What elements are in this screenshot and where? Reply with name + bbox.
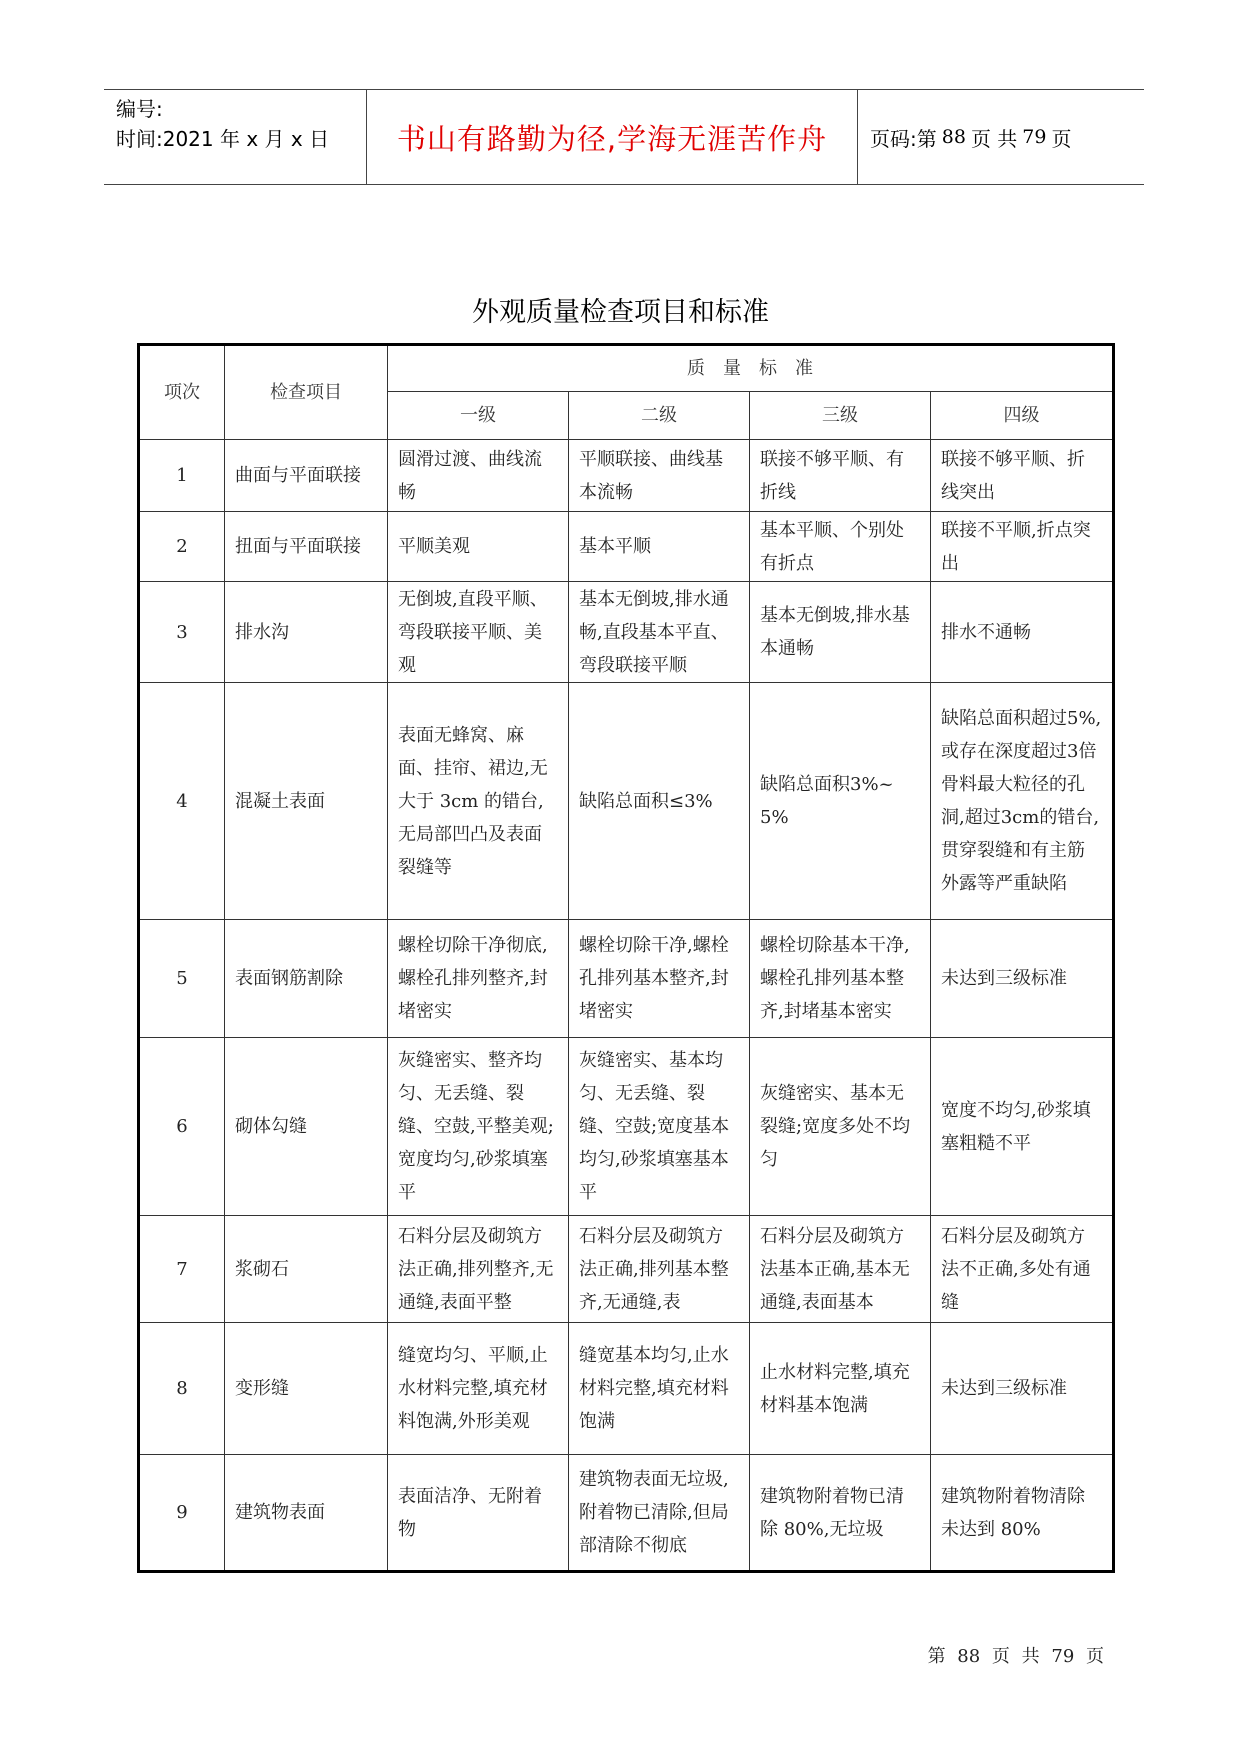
row-grade-1: 无倒坡,直段平顺、弯段联接平顺、美观	[388, 582, 569, 683]
row-no: 9	[139, 1455, 225, 1572]
row-no: 2	[139, 512, 225, 582]
row-grade-1: 螺栓切除干净彻底,螺栓孔排列整齐,封堵密实	[388, 920, 569, 1038]
page-prefix: 页码:第	[870, 126, 937, 151]
row-no: 6	[139, 1038, 225, 1216]
row-item: 建筑物表面	[225, 1455, 388, 1572]
table-row	[139, 1455, 1114, 1572]
table-row	[139, 512, 1114, 582]
header-motto: 书山有路勤为径,学海无涯苦作舟	[367, 90, 858, 184]
row-grade-2: 螺栓切除干净,螺栓孔排列基本整齐,封堵密实	[569, 920, 750, 1038]
row-grade-1: 圆滑过渡、曲线流畅	[388, 440, 569, 512]
row-grade-1: 平顺美观	[388, 512, 569, 582]
row-grade-2: 基本无倒坡,排水通畅,直段基本平直、弯段联接平顺	[569, 582, 750, 683]
row-grade-3: 石料分层及砌筑方法基本正确,基本无通缝,表面基本	[750, 1216, 931, 1323]
row-grade-1: 表面洁净、无附着物	[388, 1455, 569, 1572]
row-grade-1: 灰缝密实、整齐均匀、无丢缝、裂缝、空鼓,平整美观;宽度均匀,砂浆填塞平	[388, 1038, 569, 1216]
row-grade-1: 表面无蜂窝、麻面、挂帘、裙边,无大于 3cm 的错台,无局部凹凸及表面裂缝等	[388, 683, 569, 920]
row-grade-3: 基本平顺、个别处有折点	[750, 512, 931, 582]
row-no: 8	[139, 1323, 225, 1455]
row-item: 排水沟	[225, 582, 388, 683]
table-row	[139, 920, 1114, 1038]
row-grade-3: 建筑物附着物已清除 80%,无垃圾	[750, 1455, 931, 1572]
row-grade-3: 止水材料完整,填充材料基本饱满	[750, 1323, 931, 1455]
header-grade-1: 一级	[388, 392, 569, 440]
quality-standard-table	[137, 343, 1115, 1573]
page-total: 79	[1022, 126, 1047, 148]
row-grade-4: 联接不够平顺、折线突出	[931, 440, 1114, 512]
row-grade-2: 石料分层及砌筑方法正确,排列基本整齐,无通缝,表	[569, 1216, 750, 1323]
page-suffix: 页	[1051, 126, 1072, 151]
row-no: 7	[139, 1216, 225, 1323]
row-grade-4: 联接不平顺,折点突出	[931, 512, 1114, 582]
table-header-row	[139, 345, 1114, 392]
row-grade-2: 缺陷总面积≤3%	[569, 683, 750, 920]
row-item: 表面钢筋割除	[225, 920, 388, 1038]
document-number-label: 编号:	[116, 97, 163, 121]
row-grade-4: 缺陷总面积超过5%,或存在深度超过3倍骨料最大粒径的孔洞,超过3cm的错台,贯穿裂缝和有主筋外露等严重缺陷	[931, 683, 1114, 920]
page-footer: 第 88 页 共 79 页	[927, 1646, 1104, 1667]
table-row	[139, 440, 1114, 512]
table-row	[139, 582, 1114, 683]
row-grade-2: 平顺联接、曲线基本流畅	[569, 440, 750, 512]
header-col-standard: 质量标准	[388, 345, 1114, 392]
row-no: 3	[139, 582, 225, 683]
row-item: 混凝土表面	[225, 683, 388, 920]
row-grade-4: 宽度不均匀,砂浆填塞粗糙不平	[931, 1038, 1114, 1216]
row-item: 扭面与平面联接	[225, 512, 388, 582]
document-time-label: 时间:2021 年 x 月 x 日	[116, 127, 330, 151]
table-row	[139, 683, 1114, 920]
row-no: 1	[139, 440, 225, 512]
header-grade-4: 四级	[931, 392, 1114, 440]
page-mid: 页 共	[970, 126, 1018, 151]
row-item: 曲面与平面联接	[225, 440, 388, 512]
row-item: 浆砌石	[225, 1216, 388, 1323]
header-grade-3: 三级	[750, 392, 931, 440]
row-grade-3: 螺栓切除基本干净,螺栓孔排列基本整齐,封堵基本密实	[750, 920, 931, 1038]
row-grade-1: 石料分层及砌筑方法正确,排列整齐,无通缝,表面平整	[388, 1216, 569, 1323]
row-grade-2: 灰缝密实、基本均匀、无丢缝、裂缝、空鼓;宽度基本均匀,砂浆填塞基本平	[569, 1038, 750, 1216]
row-no: 4	[139, 683, 225, 920]
row-grade-1: 缝宽均匀、平顺,止水材料完整,填充材料饱满,外形美观	[388, 1323, 569, 1455]
row-grade-4: 排水不通畅	[931, 582, 1114, 683]
row-grade-2: 建筑物表面无垃圾,附着物已清除,但局部清除不彻底	[569, 1455, 750, 1572]
header-grade-2: 二级	[569, 392, 750, 440]
row-no: 5	[139, 920, 225, 1038]
row-grade-3: 灰缝密实、基本无裂缝;宽度多处不均匀	[750, 1038, 931, 1216]
row-grade-3: 联接不够平顺、有折线	[750, 440, 931, 512]
row-grade-4: 石料分层及砌筑方法不正确,多处有通缝	[931, 1216, 1114, 1323]
row-grade-4: 未达到三级标准	[931, 1323, 1114, 1455]
header-meta	[104, 90, 367, 184]
row-grade-4: 未达到三级标准	[931, 920, 1114, 1038]
table-row	[139, 1038, 1114, 1216]
table-row	[139, 1216, 1114, 1323]
row-grade-3: 缺陷总面积3%~5%	[750, 683, 931, 920]
row-grade-2: 缝宽基本均匀,止水材料完整,填充材料饱满	[569, 1323, 750, 1455]
page-current: 88	[941, 126, 966, 148]
row-grade-4: 建筑物附着物清除未达到 80%	[931, 1455, 1114, 1572]
row-item: 变形缝	[225, 1323, 388, 1455]
header-page-info	[858, 90, 1144, 184]
row-grade-3: 基本无倒坡,排水基本通畅	[750, 582, 931, 683]
row-item: 砌体勾缝	[225, 1038, 388, 1216]
document-title: 外观质量检查项目和标准	[472, 297, 769, 328]
header-col-no: 项次	[139, 345, 225, 440]
table-row	[139, 1323, 1114, 1455]
page-header	[104, 89, 1144, 185]
header-col-item: 检查项目	[225, 345, 388, 440]
row-grade-2: 基本平顺	[569, 512, 750, 582]
